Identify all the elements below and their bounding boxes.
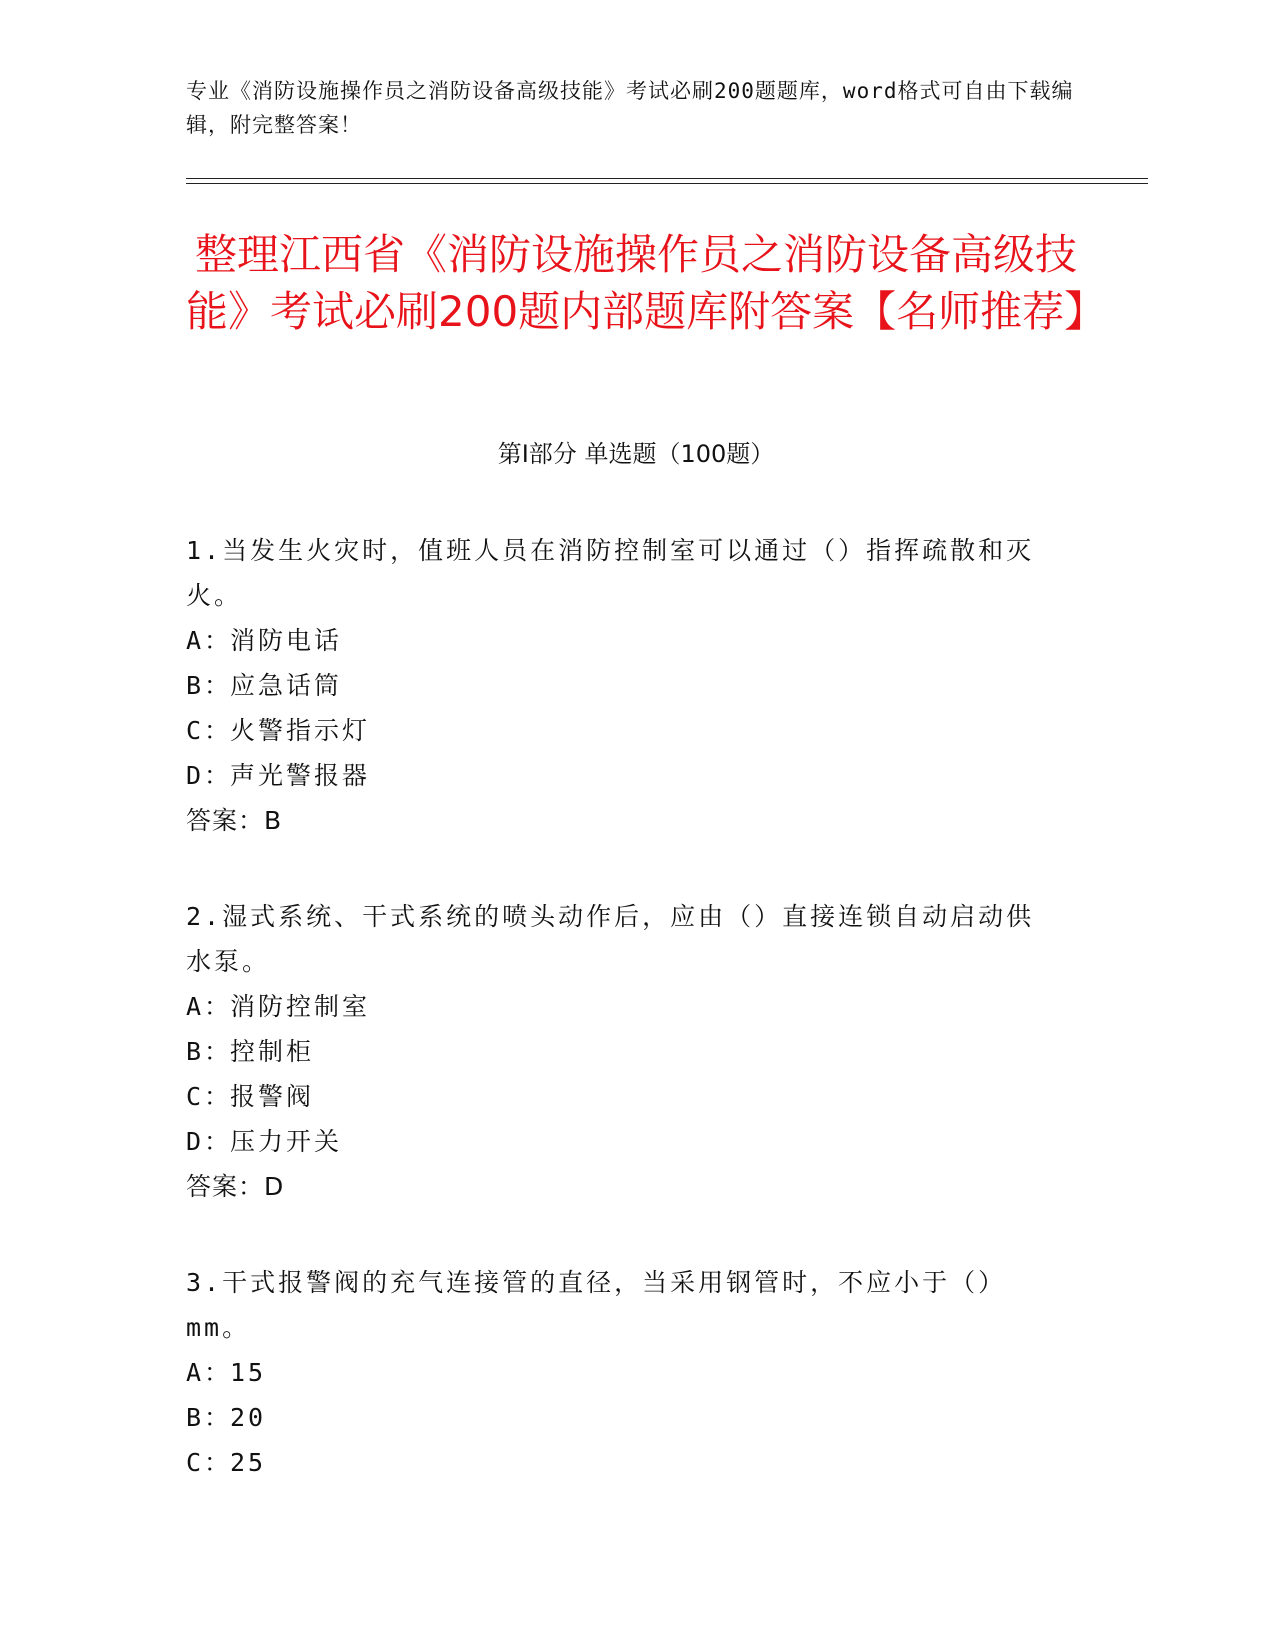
option-text: 消防电话 bbox=[230, 626, 343, 655]
answer-line: 答案：B bbox=[186, 806, 283, 835]
header-divider-bottom bbox=[186, 183, 1148, 184]
option-row bbox=[186, 1119, 1056, 1164]
option-row bbox=[186, 1395, 1056, 1440]
header-note: 专业《消防设施操作员之消防设备高级技能》考试必刷200题题库，word格式可自由下载编辑，附完整答案！ bbox=[186, 79, 1074, 137]
section-title: 第I部分 单选题（100题） bbox=[497, 440, 775, 468]
question-item bbox=[186, 528, 1056, 843]
question-item bbox=[186, 894, 1056, 1209]
option-row bbox=[186, 984, 1056, 1029]
option-row bbox=[186, 618, 1056, 663]
option-row bbox=[186, 1074, 1056, 1119]
option-text: 控制柜 bbox=[230, 1037, 315, 1066]
option-letter: B： bbox=[186, 1403, 233, 1432]
question-list bbox=[186, 528, 1056, 1536]
option-row bbox=[186, 1440, 1056, 1485]
question-stem: 3.干式报警阀的充气连接管的直径，当采用钢管时，不应小于（）mm。 bbox=[186, 1268, 1007, 1342]
option-letter: D： bbox=[186, 761, 233, 790]
option-text: 报警阀 bbox=[230, 1082, 315, 1111]
question-item bbox=[186, 1260, 1056, 1485]
option-text: 火警指示灯 bbox=[230, 716, 371, 745]
option-letter: A： bbox=[186, 1358, 233, 1387]
option-letter: B： bbox=[186, 671, 233, 700]
option-letter: C： bbox=[186, 1082, 233, 1111]
option-text: 25 bbox=[230, 1448, 267, 1477]
option-letter: A： bbox=[186, 626, 233, 655]
option-letter: B： bbox=[186, 1037, 233, 1066]
option-letter: A： bbox=[186, 992, 233, 1021]
option-row bbox=[186, 1029, 1056, 1074]
option-text: 消防控制室 bbox=[230, 992, 371, 1021]
question-stem: 1.当发生火灾时，值班人员在消防控制室可以通过（）指挥疏散和灭火。 bbox=[186, 536, 1035, 610]
answer-line: 答案：D bbox=[186, 1172, 285, 1201]
option-text: 15 bbox=[230, 1358, 267, 1387]
option-text: 应急话筒 bbox=[230, 671, 343, 700]
option-text: 压力开关 bbox=[230, 1127, 343, 1156]
option-letter: C： bbox=[186, 1448, 233, 1477]
option-letter: C： bbox=[186, 716, 233, 745]
question-stem: 2.湿式系统、干式系统的喷头动作后，应由（）直接连锁自动启动供水泵。 bbox=[186, 902, 1035, 976]
option-row bbox=[186, 753, 1056, 798]
option-row bbox=[186, 708, 1056, 753]
option-text: 声光警报器 bbox=[230, 761, 371, 790]
option-row bbox=[186, 663, 1056, 708]
option-row bbox=[186, 1350, 1056, 1395]
document-title: 整理江西省《消防设施操作员之消防设备高级技能》考试必刷200题内部题库附答案【名师推荐】 bbox=[186, 230, 1107, 336]
header-divider-top bbox=[186, 178, 1148, 179]
option-text: 20 bbox=[230, 1403, 267, 1432]
option-letter: D： bbox=[186, 1127, 233, 1156]
